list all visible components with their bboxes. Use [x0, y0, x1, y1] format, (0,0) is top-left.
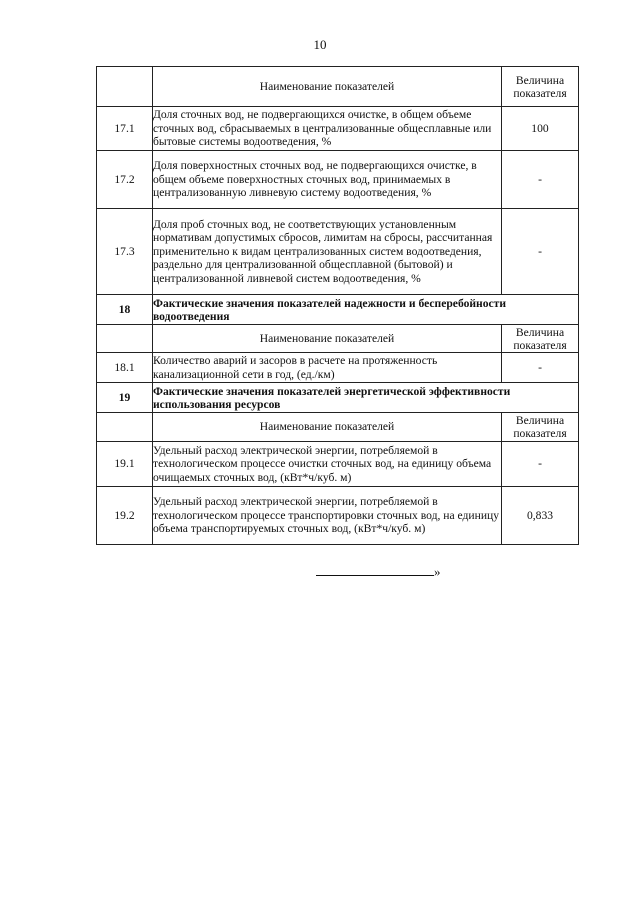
table-header-row — [97, 413, 579, 442]
row-value: 100 — [502, 107, 579, 151]
row-value: - — [502, 151, 579, 209]
row-number: 18.1 — [97, 353, 153, 383]
section-title: Фактические значения показателей надежности и бесперебойности водоотведения — [153, 295, 579, 325]
row-name: Удельный расход электрической энергии, потребляемой в технологическом процессе очистки сточных вод, на единицу объема очищаемых сточных вод, (кВт*ч/куб. м) — [153, 442, 502, 487]
row-number: 17.1 — [97, 107, 153, 151]
header-num-cell — [97, 325, 153, 353]
header-value-cell: Величина показателя — [502, 67, 579, 107]
row-number: 19.2 — [97, 487, 153, 545]
row-name: Доля поверхностных сточных вод, не подвергающихся очистке, в общем объеме поверхностных сточных вод, принимаемых в централизованную ливневую систему водоотведения, % — [153, 151, 502, 209]
row-name: Доля проб сточных вод, не соответствующих установленным нормативам допустимых сбросов, лимитам на сбросы, рассчитанная применительно к видам централизованных систем водоотведения, раздельно для централизованной общесплавной (бытовой) и централизованной ливневой систем водоотведения, % — [153, 209, 502, 295]
table-header-row — [97, 67, 579, 107]
section-number: 18 — [97, 295, 153, 325]
table-row — [97, 151, 579, 209]
header-num-cell — [97, 413, 153, 442]
row-name: Количество аварий и засоров в расчете на протяженность канализационной сети в год, (ед./км) — [153, 353, 502, 383]
table-row — [97, 353, 579, 383]
section-row — [97, 295, 579, 325]
table-row — [97, 209, 579, 295]
table-row — [97, 487, 579, 545]
row-name: Удельный расход электрической энергии, потребляемой в технологическом процессе транспортировки сточных вод, на единицу объема транспортируемых сточных вод, (кВт*ч/куб. м) — [153, 487, 502, 545]
row-name: Доля сточных вод, не подвергающихся очистке, в общем объеме сточных вод, сбрасываемых в централизованные общесплавные или бытовые системы водоотведения, % — [153, 107, 502, 151]
row-number: 19.1 — [97, 442, 153, 487]
row-value: - — [502, 353, 579, 383]
header-name-cell: Наименование показателей — [153, 67, 502, 107]
table-header-row — [97, 325, 579, 353]
table-row — [97, 442, 579, 487]
header-value-cell: Величина показателя — [502, 413, 579, 442]
section-title: Фактические значения показателей энергетической эффективности использования ресурсов — [153, 383, 579, 413]
row-value: - — [502, 209, 579, 295]
row-number: 17.3 — [97, 209, 153, 295]
header-num-cell — [97, 67, 153, 107]
row-value: - — [502, 442, 579, 487]
row-number: 17.2 — [97, 151, 153, 209]
header-name-cell: Наименование показателей — [153, 413, 502, 442]
page-number: 10 — [313, 37, 327, 52]
closing-quote-mark: » — [434, 564, 441, 579]
closing-signature-line — [316, 564, 441, 580]
table-row — [97, 107, 579, 151]
underline-blank — [316, 566, 434, 576]
header-value-cell: Величина показателя — [502, 325, 579, 353]
indicators-table — [96, 66, 579, 545]
section-number: 19 — [97, 383, 153, 413]
header-name-cell: Наименование показателей — [153, 325, 502, 353]
section-row — [97, 383, 579, 413]
row-value: 0,833 — [502, 487, 579, 545]
